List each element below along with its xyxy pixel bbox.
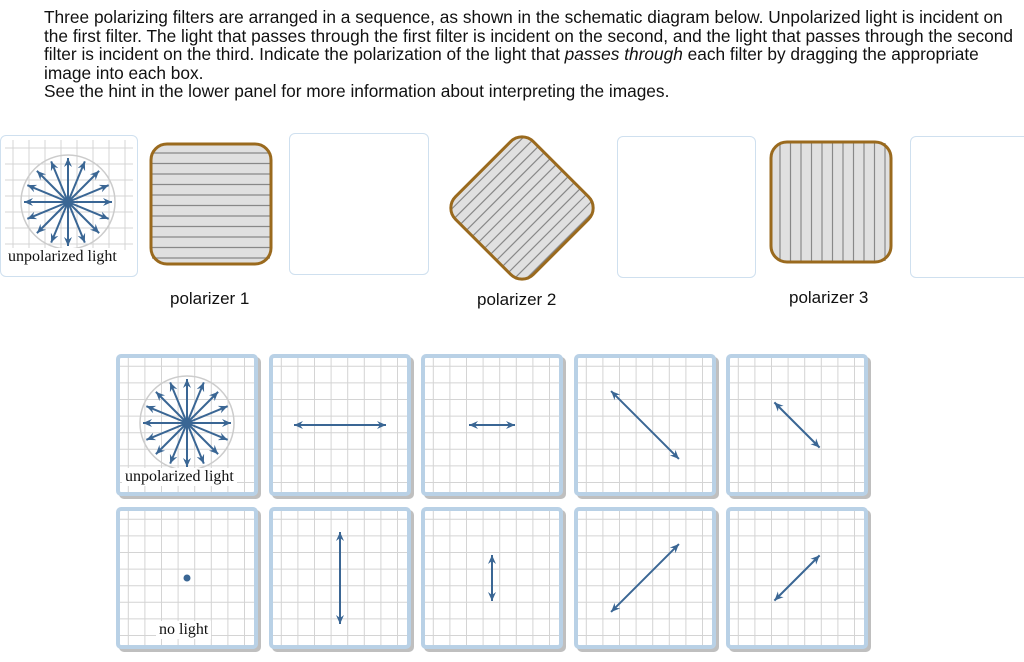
polarization-diagram-icon	[273, 358, 407, 492]
unpolarized-light-source	[0, 135, 138, 277]
polarization-diagram-icon	[578, 511, 712, 645]
draggable-tile-vertical-long[interactable]	[269, 507, 411, 649]
draggable-tile-diag-up-long[interactable]	[574, 507, 716, 649]
polarization-diagram-icon	[730, 511, 864, 645]
polarization-diagram-icon	[425, 358, 559, 492]
draggable-tile-unpolarized[interactable]	[116, 354, 258, 496]
polarization-diagram-icon	[730, 358, 864, 492]
polarizer-2-diagonal	[440, 126, 604, 290]
instruction-text-end: each filter by dragging the appropriate image into each box.	[44, 44, 979, 83]
draggable-tile-none[interactable]	[116, 507, 258, 649]
polarizer-1-horizontal	[148, 141, 274, 267]
draggable-tile-diag-up-short[interactable]	[726, 507, 868, 649]
polarizer-3-label: polarizer 3	[789, 288, 869, 307]
tile-label: unpolarized light	[122, 468, 237, 486]
instructions	[44, 8, 1019, 101]
source-label: unpolarized light	[5, 248, 120, 266]
draggable-tile-diag-down-long[interactable]	[574, 354, 716, 496]
draggable-tile-vertical-short[interactable]	[421, 507, 563, 649]
polarization-diagram-icon	[578, 358, 712, 492]
polarization-diagram-icon	[425, 511, 559, 645]
polarization-diagram-icon	[273, 511, 407, 645]
drop-box-1[interactable]	[289, 133, 429, 275]
polarizer-1-label: polarizer 1	[170, 289, 250, 308]
instruction-hint: See the hint in the lower panel for more information about interpreting the images.	[44, 81, 670, 101]
draggable-tile-horizontal-short[interactable]	[421, 354, 563, 496]
draggable-tile-horizontal-long[interactable]	[269, 354, 411, 496]
tile-label: no light	[156, 621, 211, 639]
instruction-emphasis: passes through	[564, 44, 683, 64]
polarizer-3-vertical	[768, 139, 894, 265]
instruction-text: Three polarizing filters are arranged in a sequence, as shown in the schematic diagram below. Unpolarized light is incident on the first filter. The light that passes through the first filter is incident on the second, and the light that passes through the second filter is incident on the third. Indicate the polarization of the light that	[44, 7, 1013, 64]
draggable-tile-diag-down-short[interactable]	[726, 354, 868, 496]
polarizer-2-label: polarizer 2	[477, 290, 557, 309]
drop-box-3[interactable]	[910, 136, 1024, 278]
drop-box-2[interactable]	[617, 136, 756, 278]
